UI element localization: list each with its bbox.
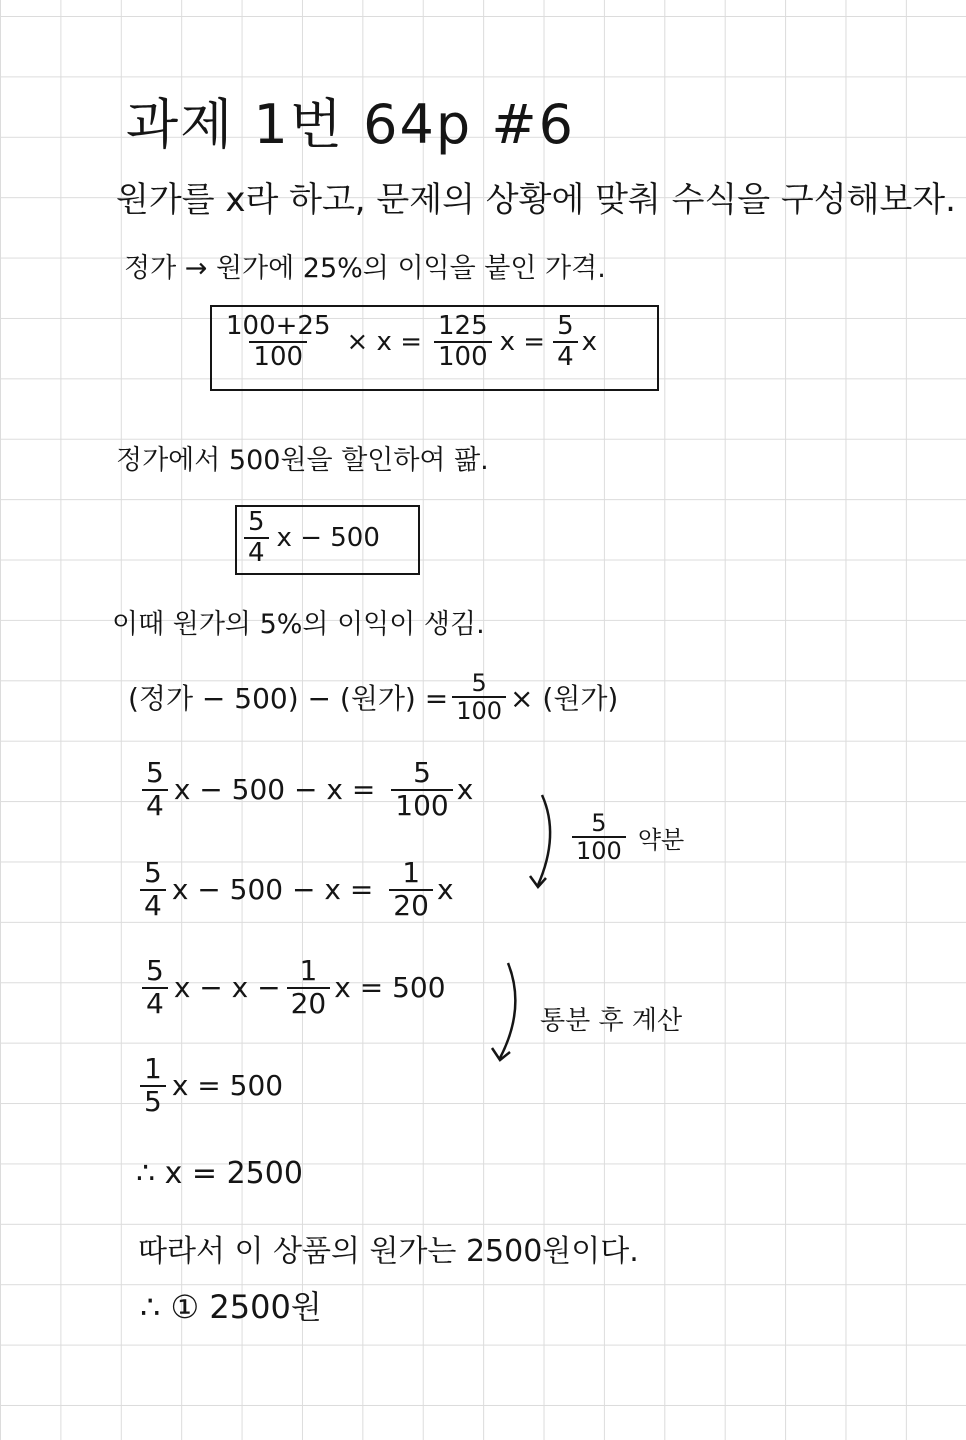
step3-equation [128,670,618,725]
step2-text: 정가에서 500원을 할인하여 팖. [116,445,489,476]
equation-middle: x − x − [173,971,281,1005]
fraction: $\frac{100+25}{100}$ [226,311,331,372]
curved-arrow-icon [520,790,570,900]
fraction: $\frac{5}{4}$ [140,858,166,922]
x-var: x [456,773,474,807]
fraction: $\frac{5}{4}$ [553,312,578,371]
equation-middle: x − 500 − x = [173,773,376,807]
fraction: $\frac{1}{5}$ [140,1054,166,1118]
equation-middle: x − 500 − x = [171,873,374,907]
equation-3 [138,956,446,1020]
equation-2 [136,858,454,922]
curved-arrow-icon [486,958,536,1068]
fraction: $\frac{5}{4}$ [142,758,168,822]
times-x: × x = [346,326,422,357]
x-var: x [436,873,454,907]
fraction: $\frac{5}{4}$ [142,956,168,1020]
equation-1 [138,758,473,822]
fraction: $\frac{5}{100}$ [452,670,506,725]
x-equals: x = [499,326,546,357]
step1-text: 정가 → 원가에 25%의 이익을 붙인 가격. [124,253,606,284]
equation-lhs: (정가 − 500) − (원가) = [128,682,449,716]
fraction: $\frac{5}{100}$ [572,810,626,865]
fraction: $\frac{1}{20}$ [389,858,433,922]
fraction: $\frac{125}{100}$ [434,312,492,371]
intro-text: 원가를 x라 하고, 문제의 상황에 맞춰 수식을 구성해보자. [116,180,956,220]
final-answer: ∴ ① 2500원 [140,1288,322,1326]
fraction: $\frac{5}{4}$ [244,508,269,567]
equation-rest: x = 500 [171,1069,284,1103]
common-denominator-note: 통분 후 계산 [540,1006,683,1036]
therefore-result: ∴ x = 2500 [136,1156,303,1191]
conclusion-text: 따라서 이 상품의 원가는 2500원이다. [138,1234,639,1269]
step2-expression [240,508,380,567]
fraction: $\frac{5}{100}$ [391,758,452,822]
equation-rest: x = 500 [334,971,446,1005]
expression-rest: x − 500 [276,522,380,553]
equation-rhs: × (원가) [510,682,619,716]
x-var: x [581,326,598,357]
reduce-note [568,810,684,865]
reduce-label: 약분 [637,825,685,854]
page-title: 과제 1번 64p #6 [126,93,575,156]
fraction: $\frac{1}{20}$ [287,956,331,1020]
step1-equation [218,312,597,371]
step3-text: 이때 원가의 5%의 이익이 생김. [112,609,485,640]
equation-4 [136,1054,283,1118]
